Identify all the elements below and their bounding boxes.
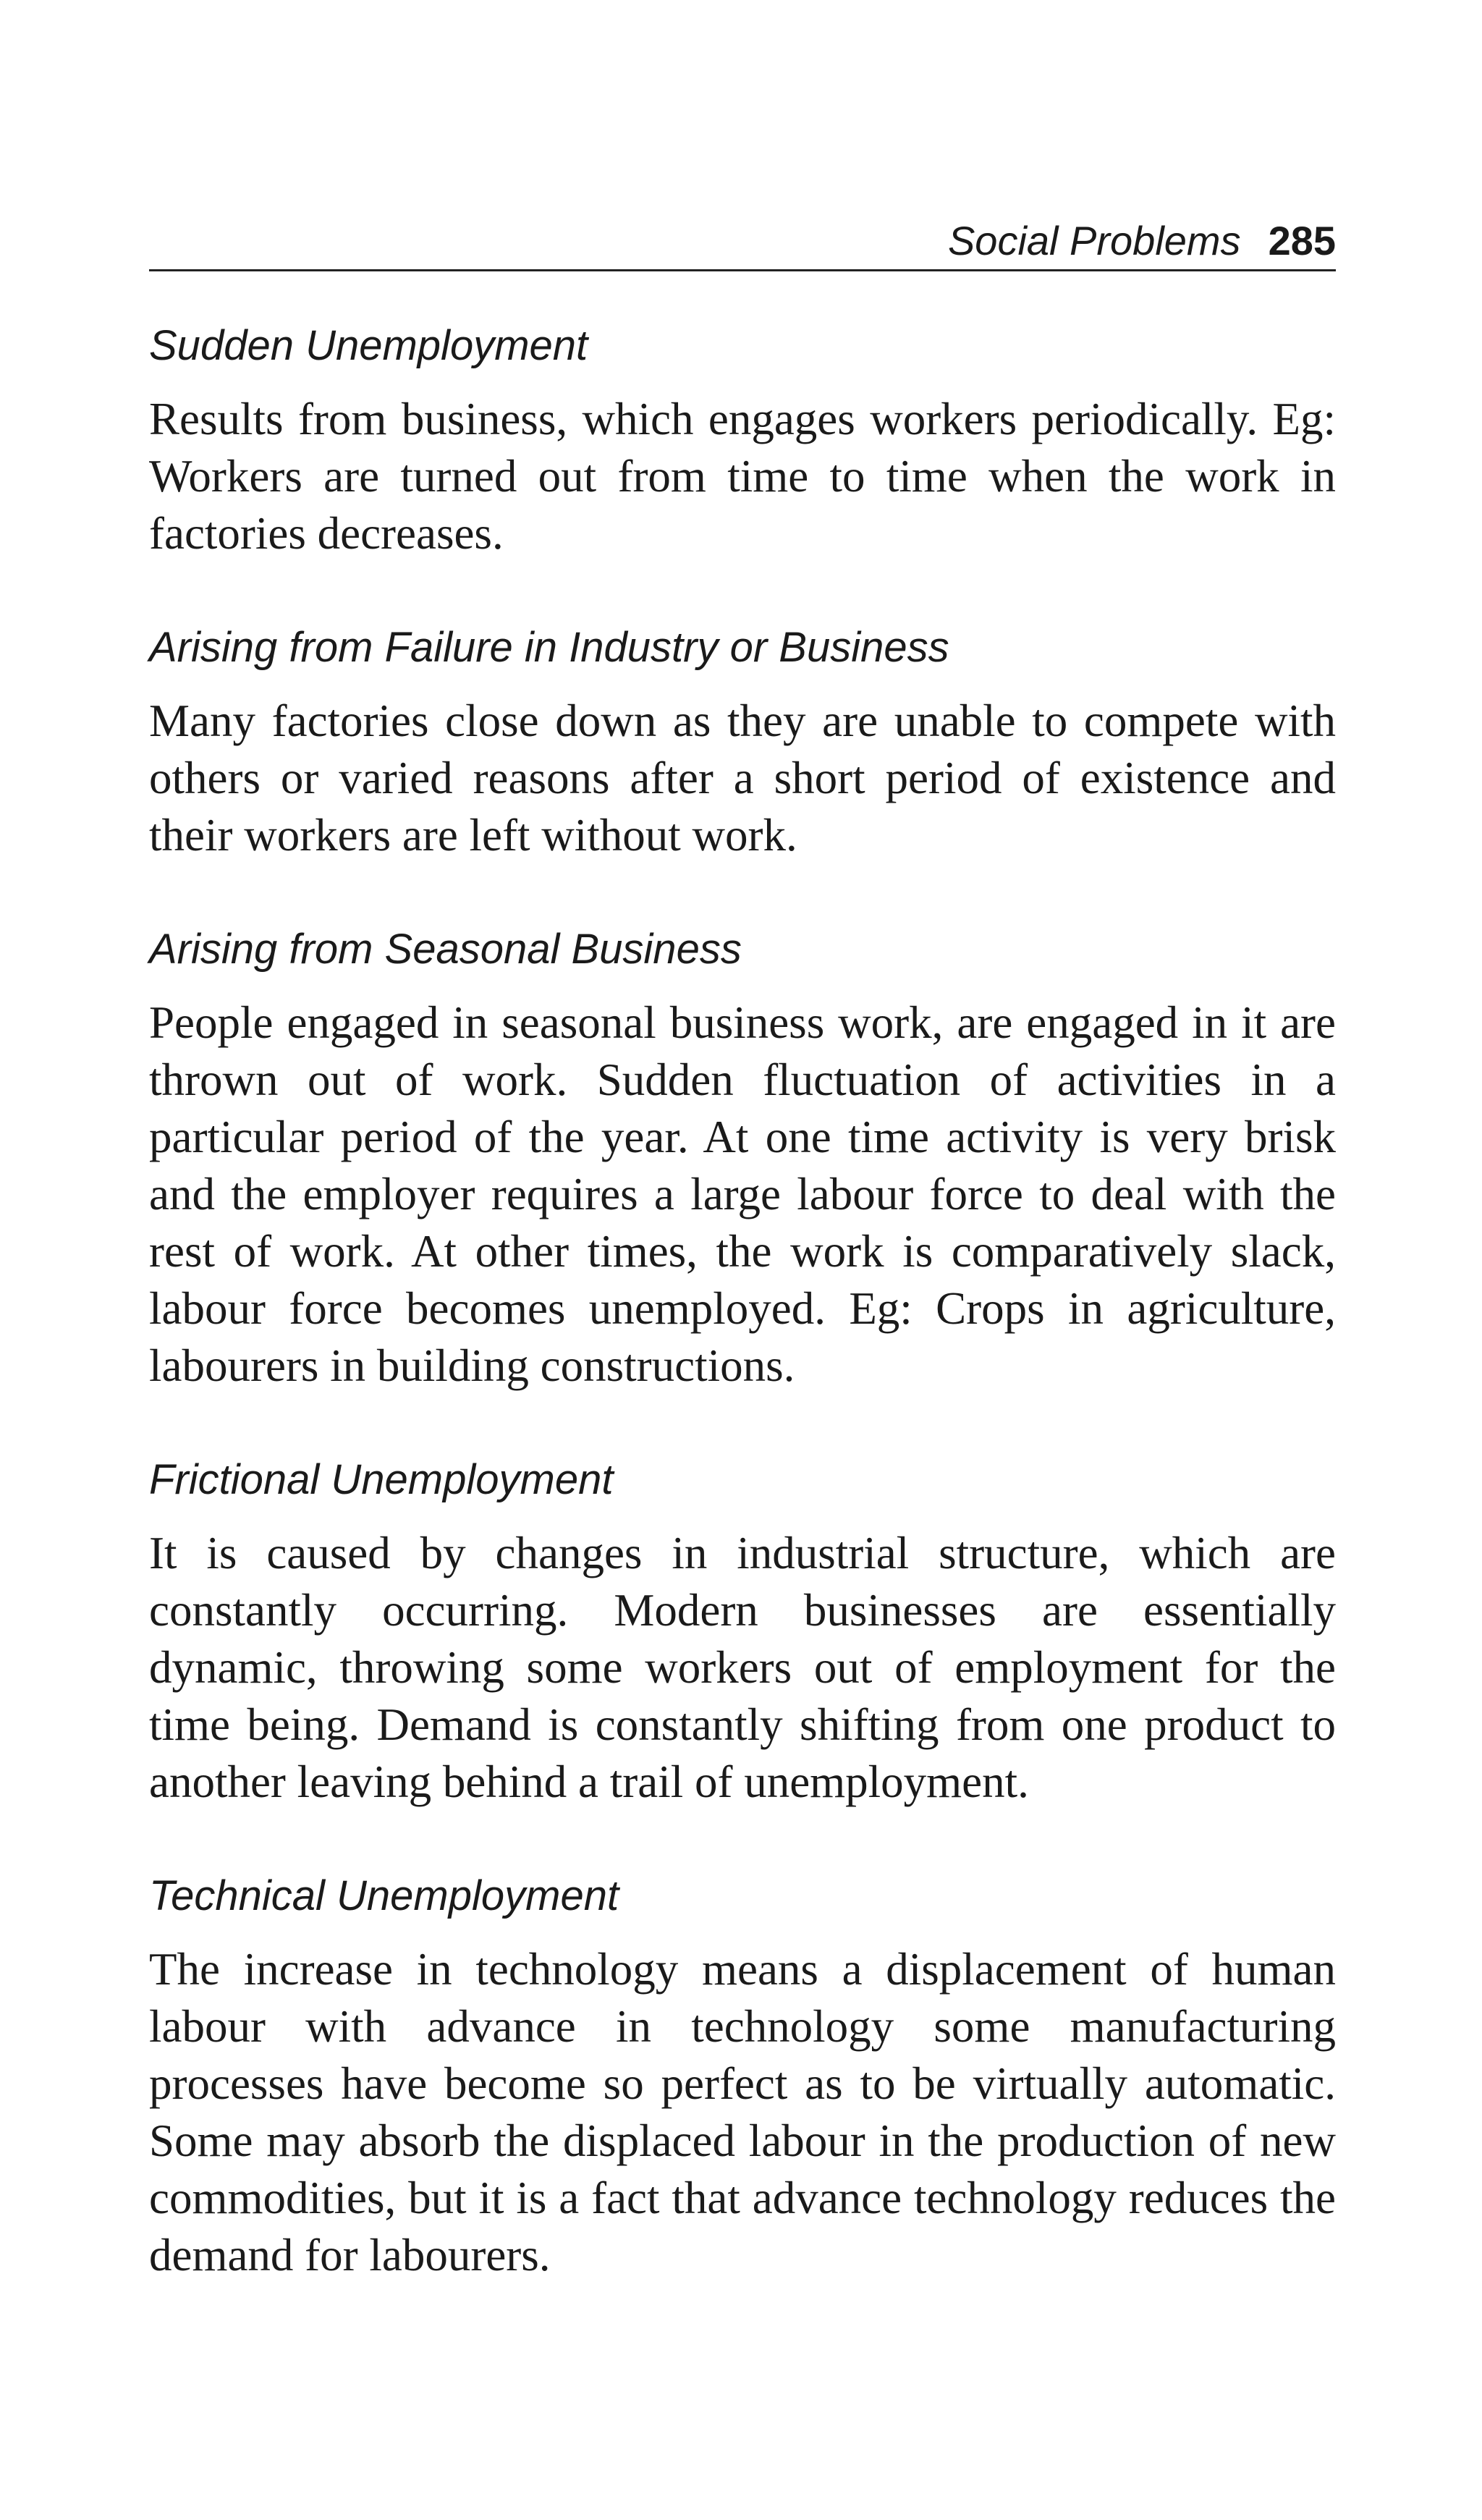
section-frictional-unemployment <box>149 1451 1336 1811</box>
section-paragraph: The increase in technology means a displacement of human labour with advance in technology some manufacturing processes have become so perfect as to be virtually automatic. Some may absorb the displaced labour in the production of new commodities, but it is a fact that advance technology reduces the demand for labourers. <box>149 1944 1336 2280</box>
section-paragraph: Many factories close down as they are unable to compete with others or varied reasons after a short period of existence and their workers are left without work. <box>149 695 1336 861</box>
section-heading: Frictional Unemployment <box>149 1456 614 1503</box>
running-header-title: Social Problems <box>947 217 1241 263</box>
section-paragraph: People engaged in seasonal business work, are engaged in it are thrown out of work. Sudden fluctuation of activities in a particular period of the year. At one time activity is very brisk and the employer requires a large labour force to deal with the rest of work. At other times, the work is comparatively slack, labour force becomes unemployed. Eg: Crops in agriculture, labourers in building constructions. <box>149 997 1336 1391</box>
header-rule <box>149 269 1336 271</box>
section-sudden-unemployment <box>149 317 1336 562</box>
section-heading: Technical Unemployment <box>149 1872 619 1919</box>
running-header <box>948 211 1336 269</box>
section-heading: Arising from Failure in Industry or Business <box>149 624 949 671</box>
section-heading: Arising from Seasonal Business <box>149 926 742 973</box>
page-content <box>149 317 1336 2341</box>
section-paragraph: It is caused by changes in industrial structure, which are constantly occurring. Modern businesses are essentially dynamic, throwing some workers out of employment for the time being. Demand is constantly shifting from one product to another leaving behind a trail of unemployment. <box>149 1528 1336 1807</box>
section-failure-in-industry <box>149 619 1336 864</box>
section-seasonal-business <box>149 921 1336 1395</box>
section-paragraph: Results from business, which engages workers periodically. Eg: Workers are turned out from time to time when the work in factories decreases. <box>149 394 1336 559</box>
page-number: 285 <box>1268 217 1336 263</box>
section-heading: Sudden Unemployment <box>149 322 588 369</box>
section-technical-unemployment <box>149 1867 1336 2284</box>
